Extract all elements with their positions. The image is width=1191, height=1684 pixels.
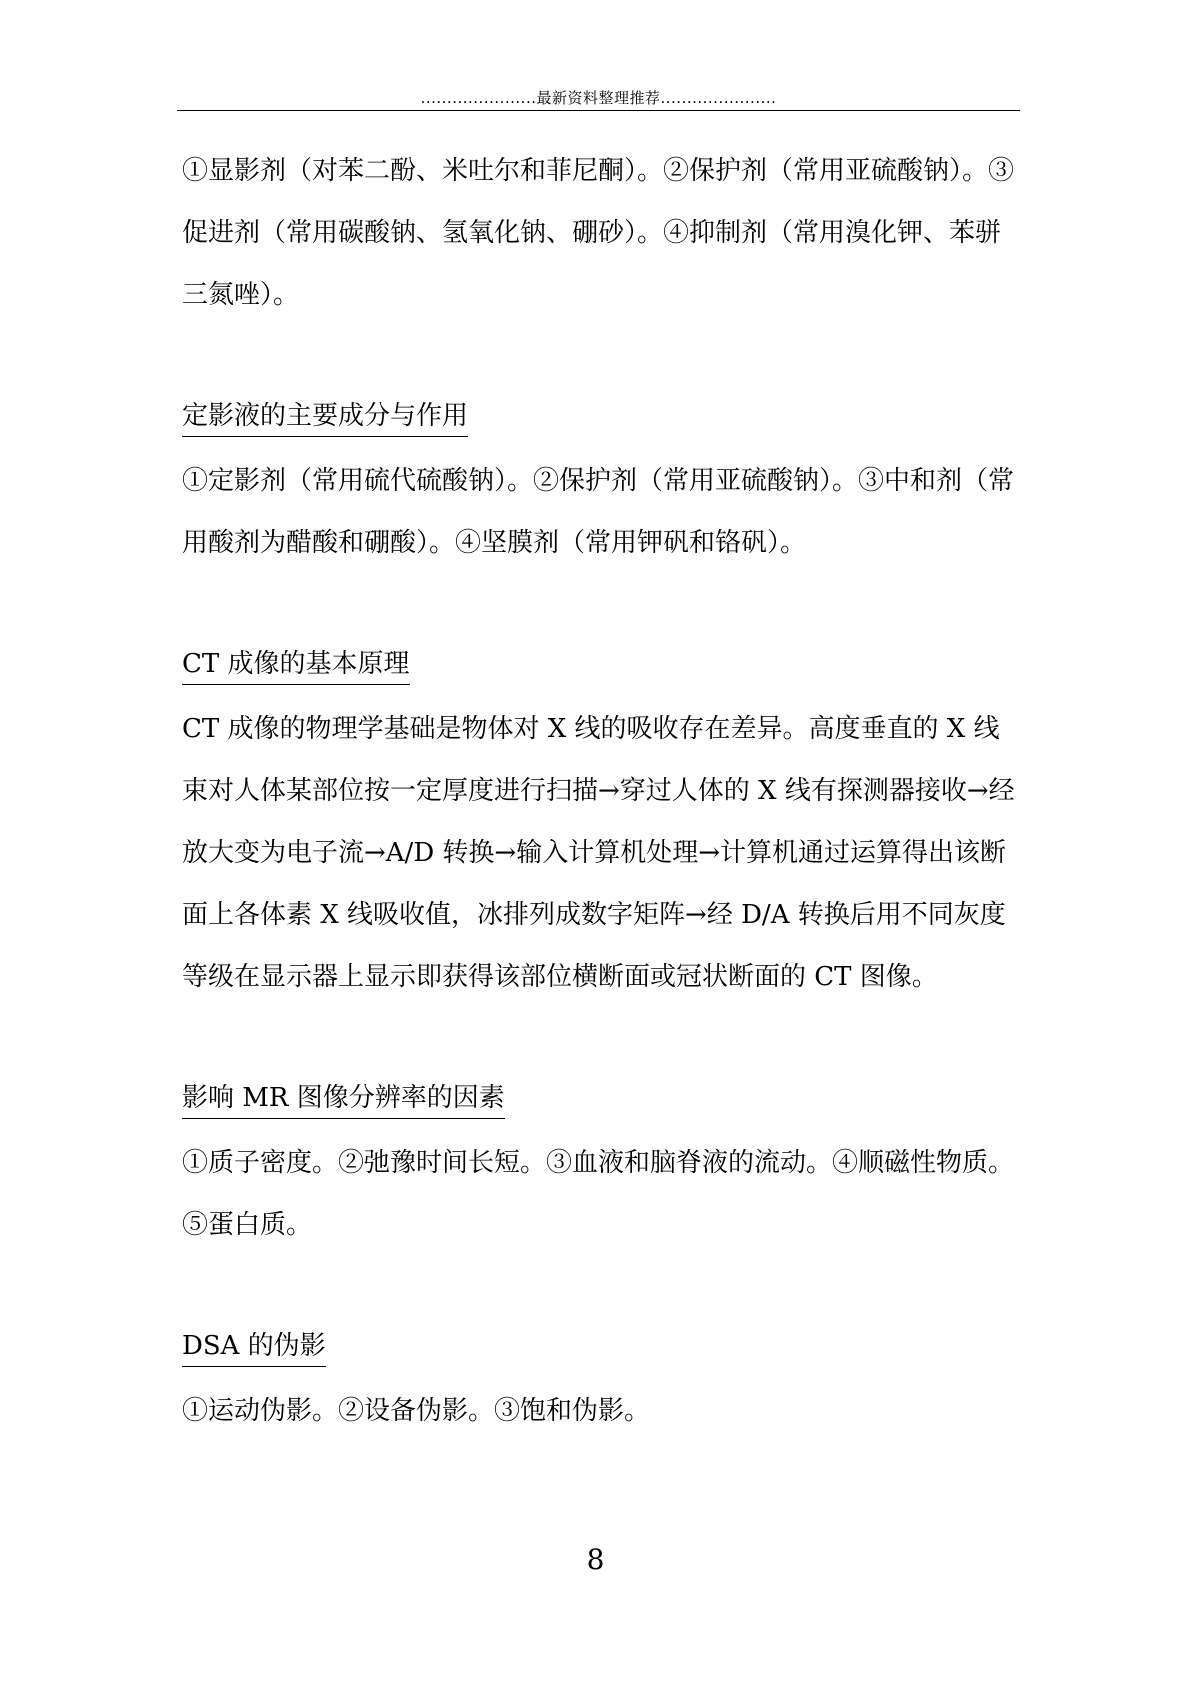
dsa-section-heading [182,1318,1022,1380]
ct-body: CT 成像的物理学基础是物体对 X 线的吸收存在差异。高度垂直的 X 线束对人体某部位按一定厚度进行扫描→穿过人体的 X 线有探测器接收→经放大变为电子流→A/D 转换→输入计算机处理→计算机通过运算得出该断面上各体素 X 线吸收值，冰排列成数字矩阵→经 D/A 转换后用不同灰度等级在显示器上显示即获得该部位横断面或冠状断面的 CT 图像。 [182,714,1015,992]
dsa-body: ①运动伪影。②设备伪影。③饱和伪影。 [182,1396,651,1426]
document-body [182,140,1022,1442]
mr-body: ①质子密度。②弛豫时间长短。③血液和脑脊液的流动。④顺磁性物质。⑤蛋白质。 [182,1148,1015,1240]
ct-section-heading [182,636,1022,698]
fixer-heading: 定影液的主要成分与作用 [182,398,468,437]
fixer-section-heading [182,388,1022,450]
mr-section-heading [182,1070,1022,1132]
developer-body: ①显影剂（对苯二酚、米吐尔和菲尼酮）。②保护剂（常用亚硫酸钠）。③促进剂（常用碳酸钠、氢氧化钠、硼砂）。④抑制剂（常用溴化钾、苯骈三氮唑）。 [182,156,1015,310]
header-text: ......................最新资料整理推荐...................... [420,89,777,107]
mr-heading: 影响 MR 图像分辨率的因素 [182,1080,505,1119]
page-header [177,88,1020,111]
page-number: 8 [586,1543,605,1576]
ct-heading: CT 成像的基本原理 [182,646,410,685]
dsa-heading: DSA 的伪影 [182,1328,326,1367]
fixer-body: ①定影剂（常用硫代硫酸钠）。②保护剂（常用亚硫酸钠）。③中和剂（常用酸剂为醋酸和硼酸）。④坚膜剂（常用钾矾和铬矾）。 [182,466,1015,558]
